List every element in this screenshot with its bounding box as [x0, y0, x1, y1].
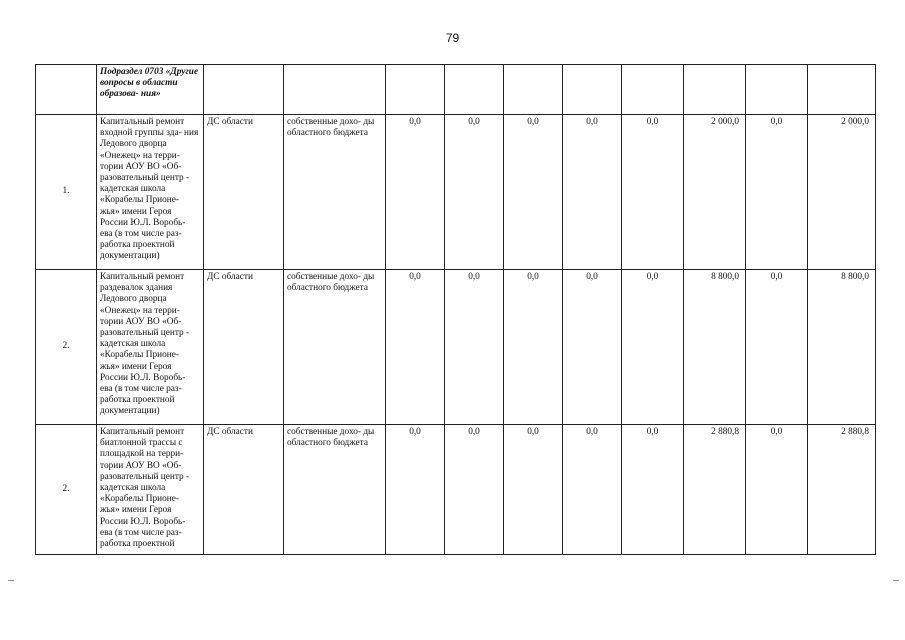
subsection-title: Подраздел 0703 «Другие вопросы в области образова- ния»	[97, 65, 204, 115]
row-name: Капитальный ремонт раздевалок здания Ледового дворца «Онежец» на терри- тории АОУ ВО «Об- разовательный центр - кадетская школа «Корабелы Прионе- жья» имени Героя России Ю.Л. Воробь- ева (в том числе раз- работка проектной документации)	[97, 270, 204, 425]
row-value: 0,0	[445, 115, 504, 270]
row-total: 2 880,8	[808, 425, 876, 555]
row-value: 0,0	[622, 270, 684, 425]
row-total: 2 000,0	[808, 115, 876, 270]
row-value: 0,0	[386, 425, 445, 555]
row-value: 2 000,0	[684, 115, 746, 270]
row-total: 8 800,0	[808, 270, 876, 425]
row-value: 0,0	[622, 425, 684, 555]
subsection-row	[36, 65, 876, 115]
page-number: 79	[445, 31, 460, 45]
row-name: Капитальный ремонт входной группы зда- ния Ледового дворца «Онежец» на терри- тории АОУ ВО «Об- разовательный центр - кадетская школа «Корабелы Прионе- жья» имени Героя России Ю.Л. Воробь- ева (в том числе раз- работка проектной документации)	[97, 115, 204, 270]
row-customer: ДС области	[204, 270, 284, 425]
scan-edge-mark	[8, 580, 14, 581]
row-value: 0,0	[746, 425, 808, 555]
table-row	[36, 425, 876, 555]
row-customer: ДС области	[204, 425, 284, 555]
row-number: 2.	[36, 270, 97, 425]
row-value: 0,0	[563, 270, 622, 425]
row-source: собственные дохо- ды областного бюджета	[284, 115, 386, 270]
row-number: 2.	[36, 425, 97, 555]
row-value: 0,0	[746, 270, 808, 425]
row-value: 0,0	[445, 425, 504, 555]
row-value: 8 800,0	[684, 270, 746, 425]
empty-cell	[36, 65, 97, 115]
row-value: 0,0	[504, 115, 563, 270]
row-value: 0,0	[563, 115, 622, 270]
budget-table	[35, 64, 876, 555]
row-value: 0,0	[622, 115, 684, 270]
row-value: 0,0	[504, 270, 563, 425]
row-value: 0,0	[386, 115, 445, 270]
row-value: 0,0	[563, 425, 622, 555]
table-row	[36, 270, 876, 425]
row-source: собственные дохо- ды областного бюджета	[284, 425, 386, 555]
row-value: 2 880,8	[684, 425, 746, 555]
row-value: 0,0	[746, 115, 808, 270]
row-name: Капитальный ремонт биатлонной трассы с площадкой на терри- тории АОУ ВО «Об- разовательный центр - кадетская школа «Корабелы Прионе- жья» имени Героя России Ю.Л. Воробь- ева (в том числе раз- работка проектной	[97, 425, 204, 555]
scan-edge-mark	[893, 580, 899, 581]
row-value: 0,0	[504, 425, 563, 555]
row-source: собственные дохо- ды областного бюджета	[284, 270, 386, 425]
row-customer: ДС области	[204, 115, 284, 270]
row-number: 1.	[36, 115, 97, 270]
table-row	[36, 115, 876, 270]
row-value: 0,0	[386, 270, 445, 425]
row-value: 0,0	[445, 270, 504, 425]
